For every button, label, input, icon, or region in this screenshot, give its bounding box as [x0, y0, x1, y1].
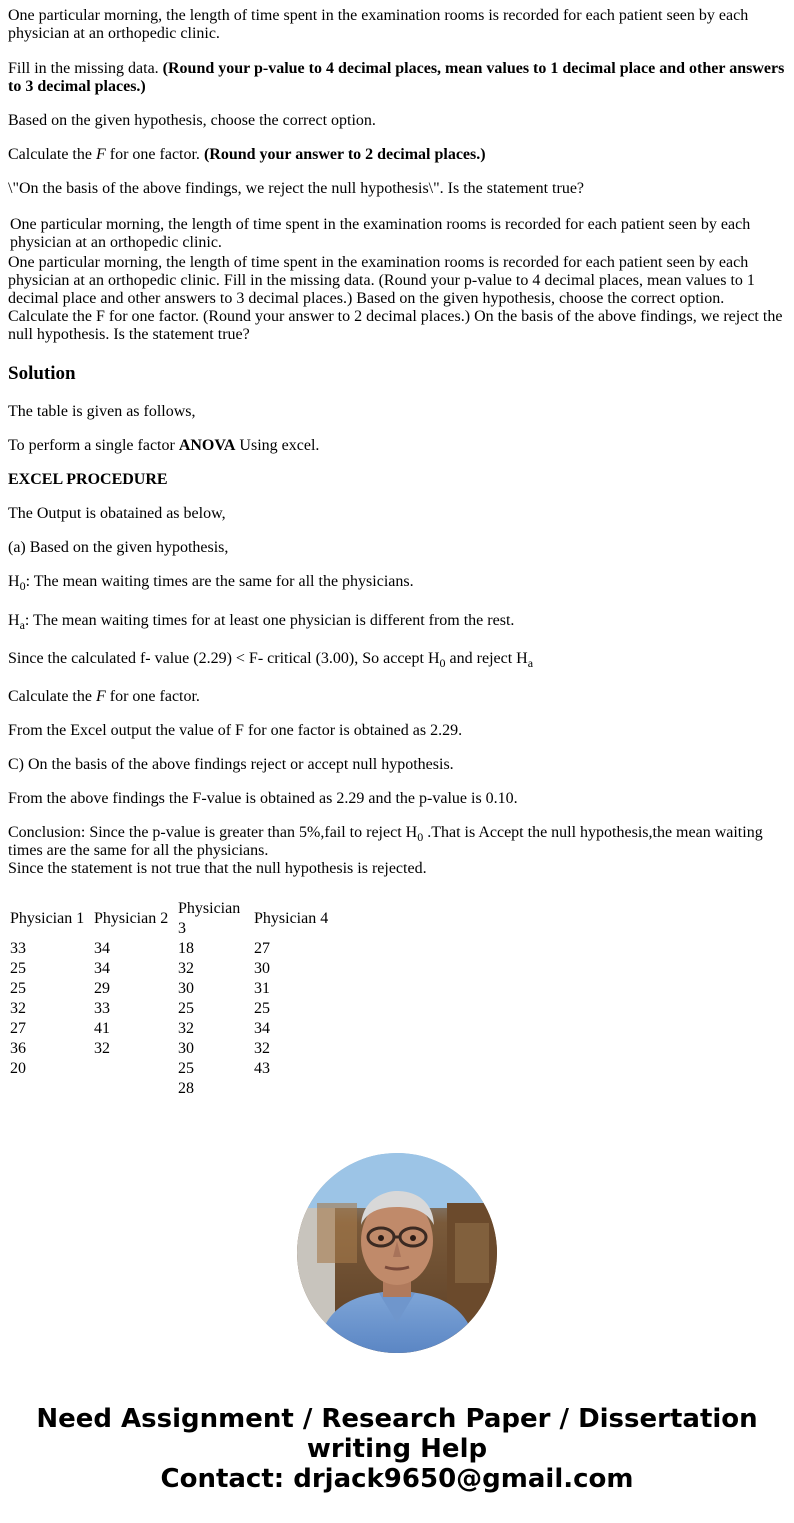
footer-line-3: Contact: drjack9650@gmail.com — [160, 1464, 634, 1494]
solution-excel-procedure: EXCEL PROCEDURE — [8, 471, 168, 488]
table-cell: 32 — [178, 1020, 194, 1037]
solution-table-given: The table is given as follows, — [8, 403, 196, 420]
solution-excel-value: From the Excel output the value of F for one factor is obtained as 2.29. — [8, 722, 463, 739]
alternative-hypothesis: $H_a$: The mean waiting times for at least one physician is different from the rest. — [8, 612, 515, 632]
table-cell: 41 — [94, 1020, 110, 1037]
table-cell: 27 — [254, 940, 270, 957]
physician-data-table — [8, 899, 332, 1099]
table-cell: 25 — [254, 1000, 270, 1017]
table-cell — [254, 1079, 330, 1099]
question-summary: One particular morning, the length of time spent in the examination rooms is recorded for each patient seen by each physician at an orthopedic clinic. Fill in the missing data. (Round your p-value to 4 decimal places, mean values to 1 decimal place and other answers to 3 decimal places.) Based on the given hypothesis, choose the correct option. Calculate the F for one factor. (Round your answer to 2 decimal places.) On the basis of the above findings, we reject the null hypothesis. Is the statement true? — [8, 254, 783, 343]
table-row — [10, 1059, 330, 1079]
table-header-cell: Physician 4 — [254, 910, 329, 927]
solution-calc-f: Calculate the F for one factor. — [8, 688, 200, 705]
table-cell: 43 — [254, 1060, 270, 1077]
solution-since: Since the calculated f- value (2.29) < F- critical (3.00), So accept $H_0$ and reject $H_a$ — [8, 650, 534, 670]
table-cell — [94, 1079, 176, 1099]
question-calc-f: Calculate the F for one factor. (Round your answer to 2 decimal places.) — [8, 146, 486, 163]
table-header-cell: Physician 2 — [94, 910, 169, 927]
table-row — [10, 1079, 330, 1099]
footer-line-2: writing Help — [306, 1434, 488, 1464]
question-intro-repeat: One particular morning, the length of time spent in the examination rooms is recorded for each patient seen by each physician at an orthopedic clinic. — [10, 216, 751, 251]
person-photo-icon — [297, 1153, 497, 1353]
table-cell: 34 — [254, 1020, 270, 1037]
table-cell: 30 — [178, 1040, 194, 1057]
table-cell: 34 — [94, 940, 110, 957]
solution-part-c: C) On the basis of the above findings reject or accept null hypothesis. — [8, 756, 454, 773]
solution-anova: To perform a single factor ANOVA Using excel. — [8, 437, 320, 454]
table-cell: 30 — [254, 960, 270, 977]
table-cell: 25 — [178, 1000, 194, 1017]
table-row — [10, 939, 330, 959]
table-cell: 36 — [10, 1040, 26, 1057]
table-cell: 20 — [10, 1060, 26, 1077]
table-cell: 18 — [178, 940, 194, 957]
solution-findings: From the above findings the F-value is obtained as 2.29 and the p-value is 0.10. — [8, 790, 518, 807]
footer-line-1: Need Assignment / Research Paper / Dissertation — [36, 1404, 758, 1434]
question-statement: \"On the basis of the above findings, we reject the null hypothesis\". Is the statement true? — [8, 180, 585, 197]
table-cell — [94, 1059, 176, 1079]
table-row — [10, 1019, 330, 1039]
table-row — [10, 979, 330, 999]
solution-output: The Output is obatained as below, — [8, 505, 226, 522]
solution-conclusion: Conclusion: Since the p-value is greater than 5%,fail to reject $H_0$ .That is Accept the null hypothesis,the mean waiting times are the same for all the physicians. Since the statement is not true that the null hypothesis is rejected. — [8, 824, 763, 877]
table-cell: 28 — [178, 1080, 194, 1097]
table-cell: 33 — [94, 1000, 110, 1017]
question-fill-instruction: Fill in the missing data. (Round your p-value to 4 decimal places, mean values to 1 decimal place and other answers to 3 decimal places.) — [8, 60, 785, 95]
solution-heading: Solution — [8, 363, 76, 384]
table-cell: 29 — [94, 980, 110, 997]
table-cell — [10, 1079, 92, 1099]
table-cell: 34 — [94, 960, 110, 977]
table-cell: 25 — [10, 980, 26, 997]
table-header-row — [10, 899, 330, 939]
table-row — [10, 1039, 330, 1059]
question-hypothesis: Based on the given hypothesis, choose the correct option. — [8, 112, 376, 129]
solution-part-a: (a) Based on the given hypothesis, — [8, 539, 229, 556]
table-cell: 25 — [178, 1060, 194, 1077]
null-hypothesis: $H_0$: The mean waiting times are the same for all the physicians. — [8, 573, 414, 593]
table-cell: 27 — [10, 1020, 26, 1037]
table-cell: 33 — [10, 940, 26, 957]
footer-contact — [0, 1404, 794, 1494]
table-row — [10, 959, 330, 979]
table-cell: 25 — [10, 960, 26, 977]
table-cell: 31 — [254, 980, 270, 997]
table-cell: 32 — [94, 1040, 110, 1057]
table-header-cell: Physician 3 — [178, 900, 241, 937]
table-header-cell: Physician 1 — [10, 910, 85, 927]
table-cell: 32 — [254, 1040, 270, 1057]
question-intro: One particular morning, the length of time spent in the examination rooms is recorded for each patient seen by each physician at an orthopedic clinic. — [8, 7, 749, 42]
avatar — [297, 1153, 497, 1353]
table-row — [10, 999, 330, 1019]
table-cell: 30 — [178, 980, 194, 997]
table-cell: 32 — [178, 960, 194, 977]
table-cell: 32 — [10, 1000, 26, 1017]
